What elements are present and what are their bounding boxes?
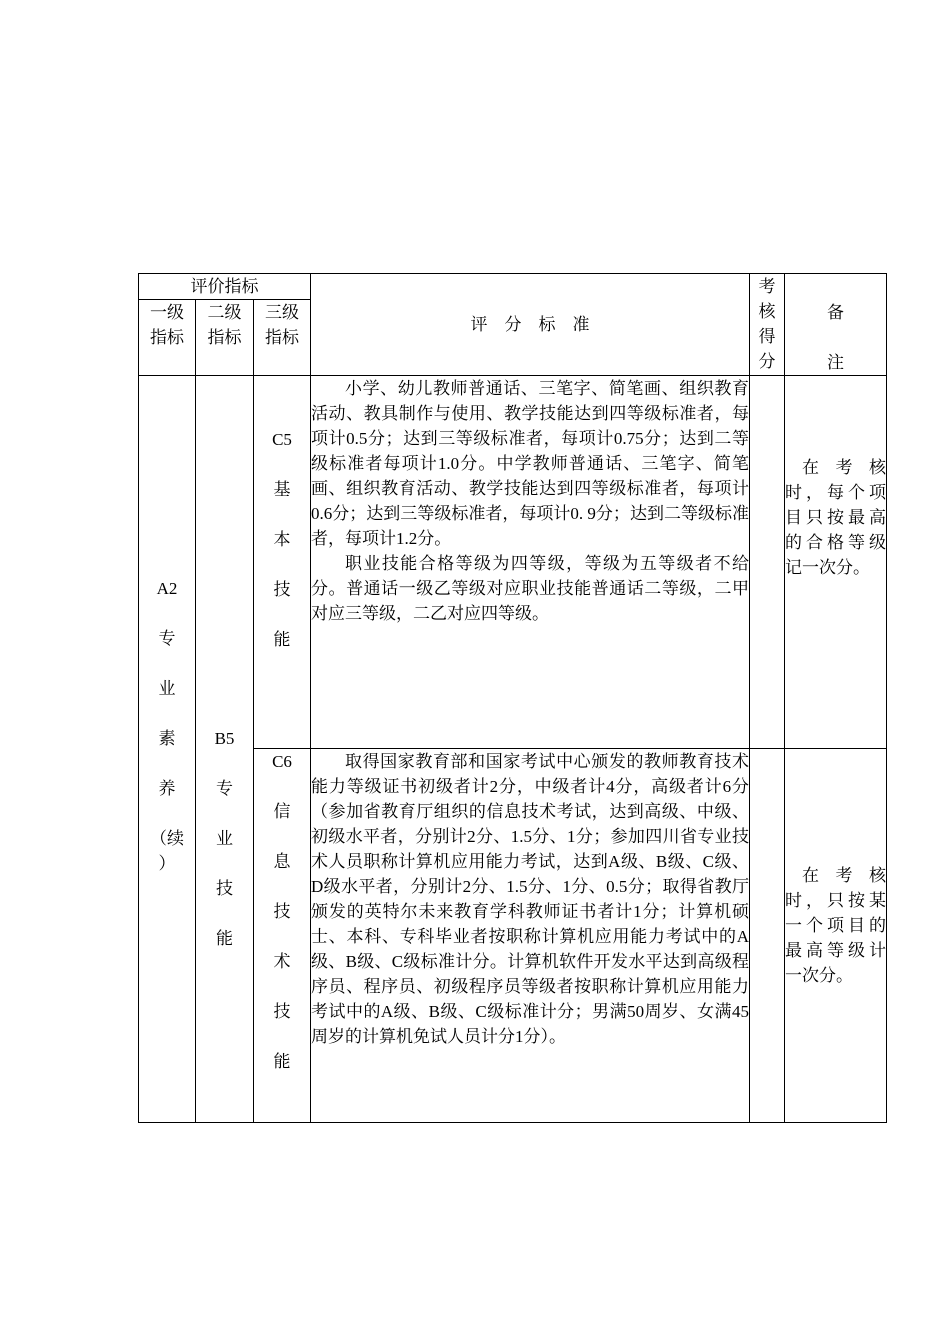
level1-char: 业 [158, 679, 176, 698]
level3-char: 能 [273, 630, 291, 649]
level1-char: 素 [158, 729, 176, 748]
level3-code: C5 [272, 430, 292, 449]
level3-cell [254, 376, 311, 749]
remark-cell [785, 749, 887, 1123]
remark-text: 在考核时，只按某一个项目的最高等级计一次分。 [785, 866, 886, 985]
header-standard [311, 274, 750, 376]
remark-text: 在考核时，每个项目只按最高的合格等级记一次分。 [785, 457, 886, 577]
header-level3-line: 三级 [265, 303, 299, 323]
header-level2-line: 指标 [207, 328, 242, 348]
standard-cell [311, 376, 750, 749]
header-evaluation-index [139, 274, 311, 300]
level3-char: 信 [273, 802, 291, 821]
level1-suffix: ） [158, 854, 176, 873]
standard-paragraph: 职业技能合格等级为四等级，等级为五等级者不给分。普通话一级乙等级对应职业技能普通话二等级，二甲对应三等级，二乙对应四等级。 [311, 554, 749, 623]
header-level3 [254, 300, 311, 376]
header-level3-line: 指标 [265, 328, 299, 348]
header-standard-label: 评 分 标 准 [470, 315, 590, 334]
level3-char: 技 [273, 902, 291, 921]
level3-char: 能 [273, 1052, 291, 1071]
header-level1-line: 一级 [150, 303, 184, 323]
standard-paragraph: 小学、幼儿教师普通话、三笔字、简笔画、组织教育活动、教具制作与使用、教学技能达到四等级标准者，每项计0.5分；达到三等级标准者，每项计0.75分；达到二等级标准者每项计1.0分。中学教师普通话、三笔字、简笔画、组织教育活动、教学技能达到四等级标准者，每项计0.6分；达到三等级标准者，每项计0. 9分；达到二等级标准者，每项计1.2分。 [311, 379, 749, 548]
level2-cell [196, 376, 254, 1123]
header-score-char: 核 [758, 302, 776, 321]
level1-suffix: （续 [150, 829, 184, 848]
level3-cell [254, 749, 311, 1123]
standard-cell [311, 749, 750, 1123]
header-level1 [139, 300, 196, 376]
header-score-char: 得 [758, 327, 776, 346]
header-level1-line: 指标 [150, 328, 184, 348]
level3-char: 基 [273, 480, 291, 499]
level3-char: 本 [273, 530, 291, 549]
table-row [139, 376, 887, 749]
level2-char: 业 [216, 829, 233, 848]
level3-char: 技 [273, 580, 291, 599]
header-remark-char: 备 [827, 303, 844, 322]
level2-char: 技 [216, 879, 233, 898]
level3-char: 息 [273, 852, 291, 871]
level3-char: 术 [273, 952, 291, 971]
evaluation-table [138, 273, 887, 1123]
level3-char: 技 [273, 1002, 291, 1021]
header-score-char: 考 [758, 277, 776, 296]
score-cell [750, 376, 785, 749]
level2-char: 能 [216, 929, 233, 948]
level1-code: A2 [156, 579, 178, 598]
header-level2 [196, 300, 254, 376]
level2-code: B5 [214, 729, 235, 748]
level3-code: C6 [272, 752, 292, 771]
header-remark-char: 注 [827, 353, 844, 372]
score-cell [750, 749, 785, 1123]
header-remark [785, 274, 887, 376]
level1-cell [139, 376, 196, 1123]
level1-char: 专 [158, 629, 176, 648]
level1-char: 养 [158, 779, 176, 798]
header-score-char: 分 [758, 352, 776, 371]
header-group-label: 评价指标 [190, 277, 259, 297]
remark-cell [785, 376, 887, 749]
standard-paragraph: 取得国家教育部和国家考试中心颁发的教师教育技术能力等级证书初级者计2分，中级者计4分，高级者计6分（参加省教育厅组织的信息技术考试，达到高级、中级、初级水平者，分别计2分、1.5分、1分；参加四川省专业技术人员职称计算机应用能力考试，达到A级、B级、C级、D级水平者，分别计2分、1.5分、1分、0.5分；取得省教厅颁发的英特尔未来教育学科教师证书者计1分；计算机硕士、本科、专科毕业者按职称计算机应用能力考试中的A级、B级、C级标准计分。计算机软件开发水平达到高级程序员、程序员、初级程序员等级者按职称计算机应用能力考试中的A级、B级、C级标准计分；男满50周岁、女满45周岁的计算机免试人员计分1分）。 [311, 752, 749, 1046]
header-score [750, 274, 785, 376]
header-level2-line: 二级 [207, 303, 242, 323]
level2-char: 专 [216, 779, 233, 798]
